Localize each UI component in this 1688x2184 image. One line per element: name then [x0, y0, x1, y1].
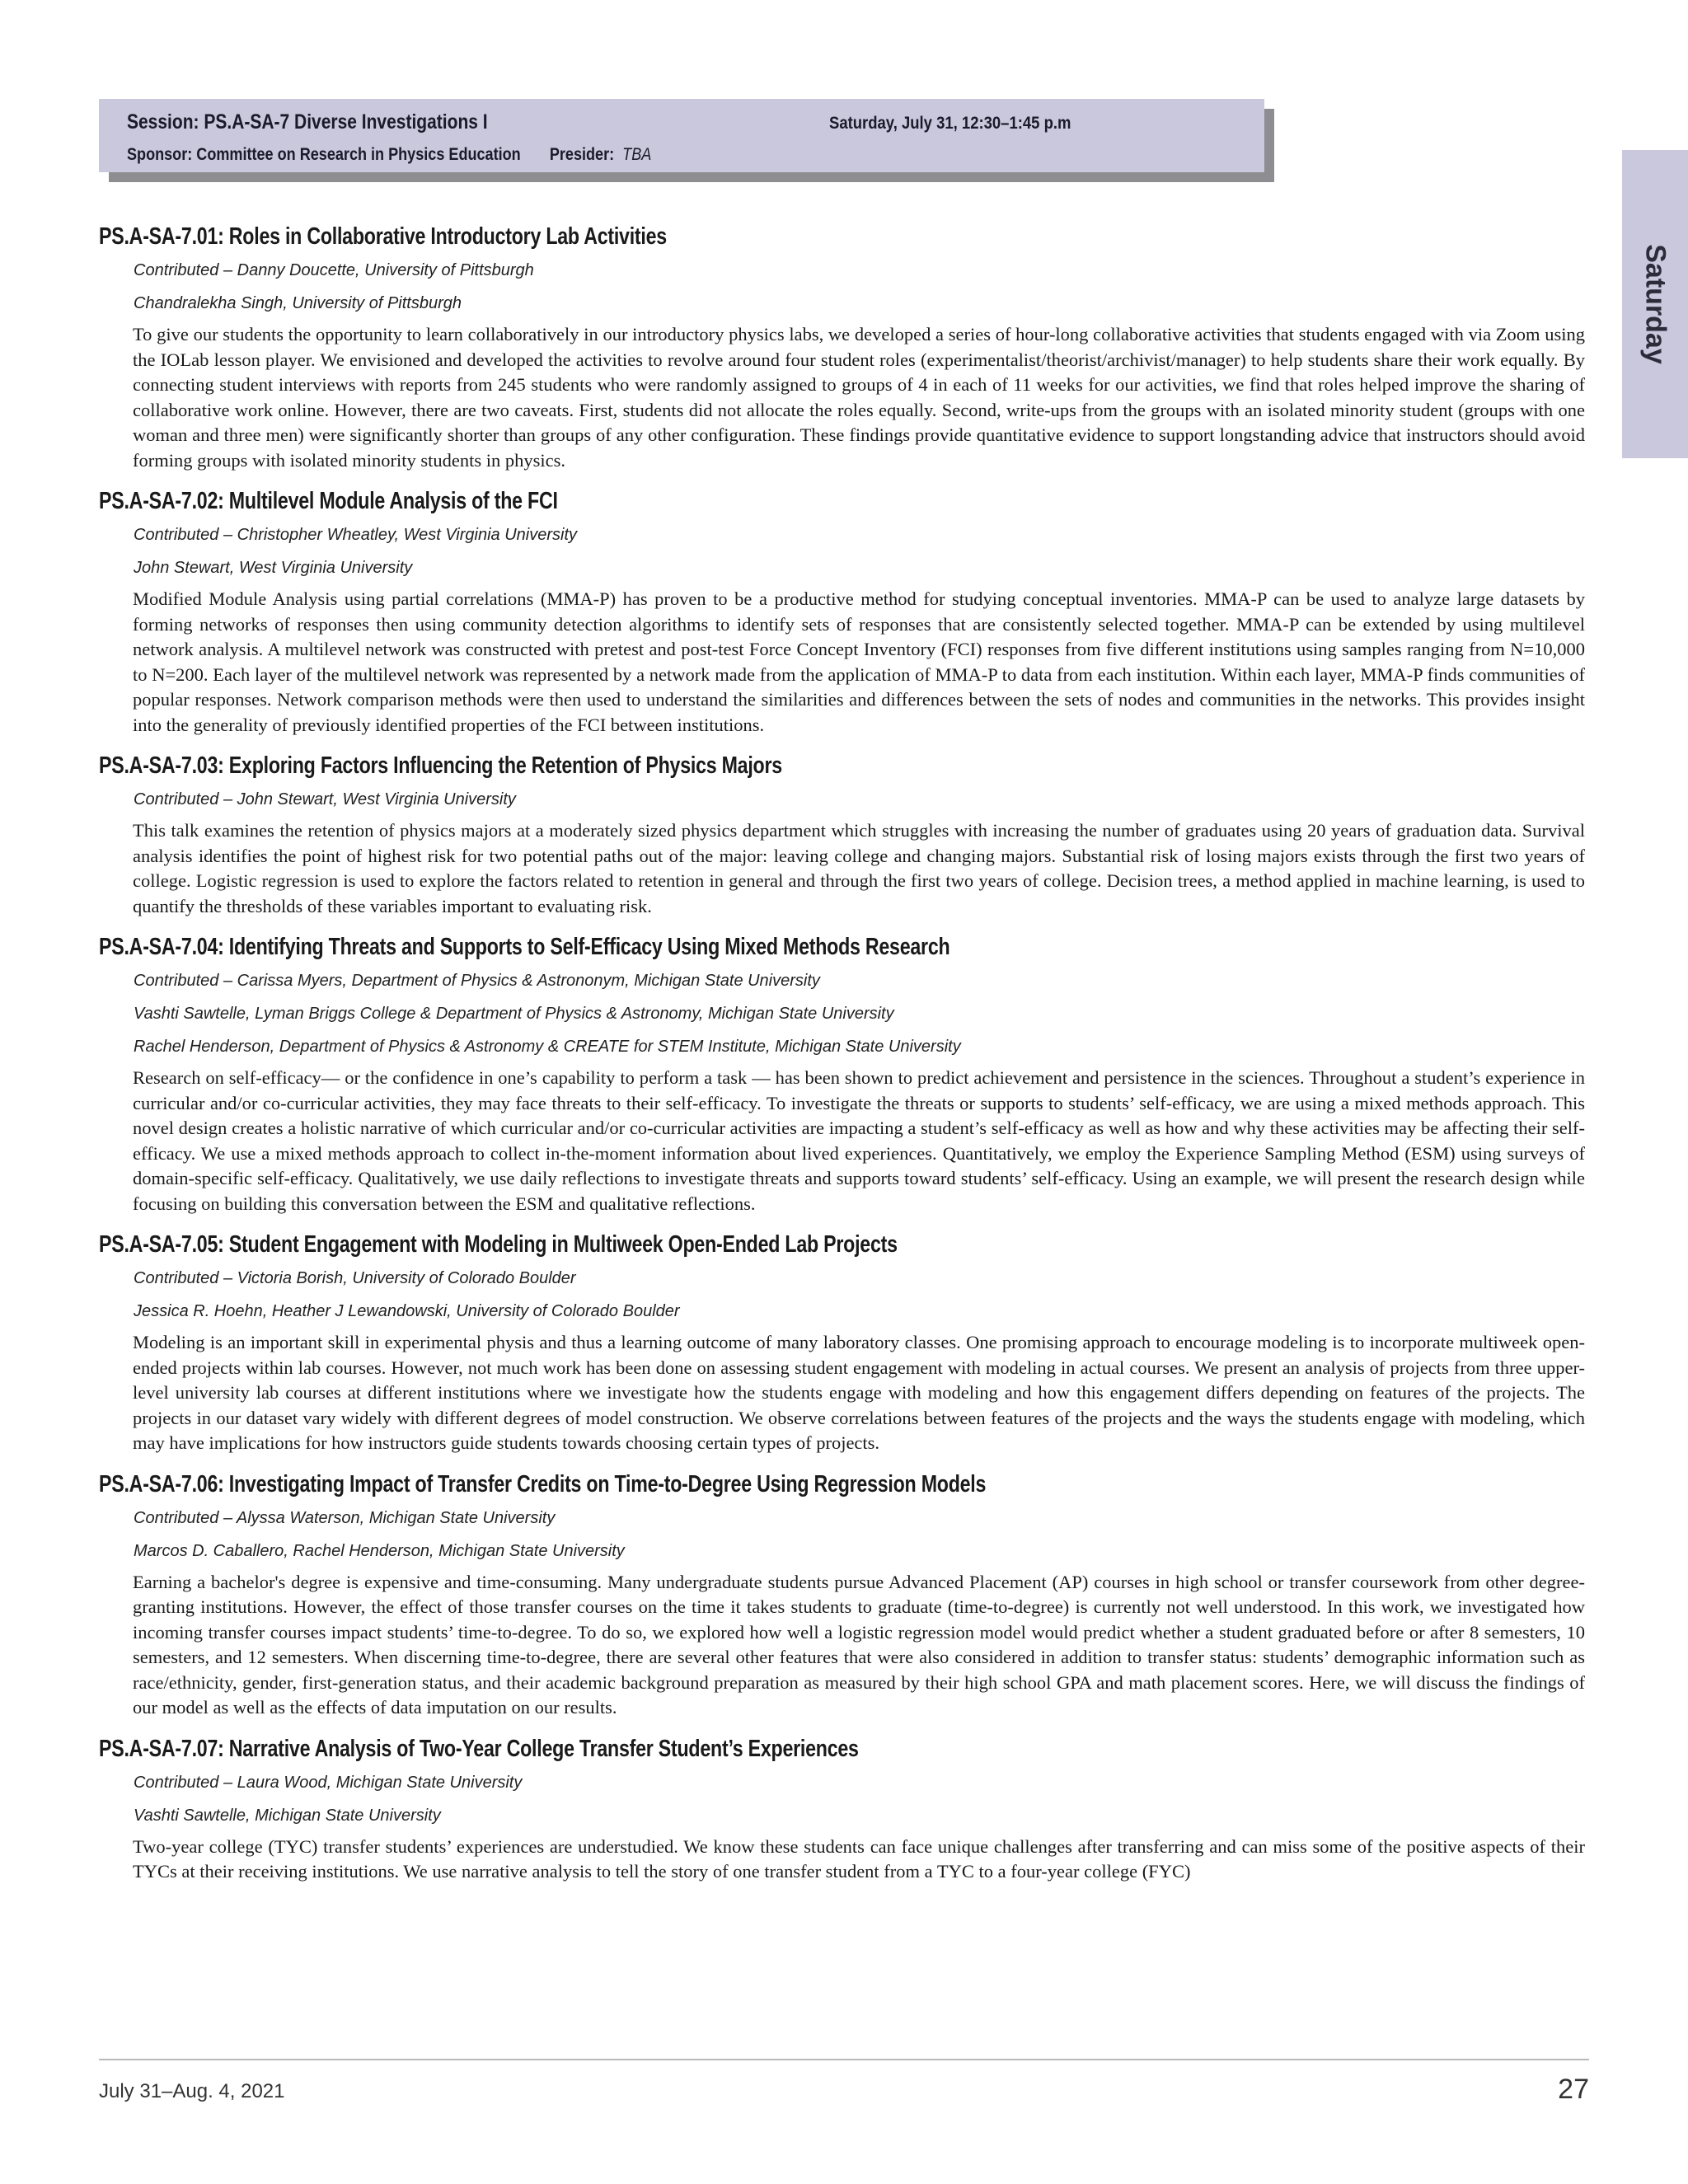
abstract-author: Jessica R. Hoehn, Heather J Lewandowski, University of Colorado Boulder	[134, 1302, 680, 1320]
abstract-author: Marcos D. Caballero, Rachel Henderson, Michigan State University	[134, 1541, 625, 1560]
abstract-author: Vashti Sawtelle, Michigan State University	[134, 1806, 441, 1825]
abstract-body: Earning a bachelor's degree is expensive and time-consuming. Many undergraduate students pursue Advanced Placement (AP) courses in high school or transfer coursework from other degree-granting institutions. However, the effect of those transfer courses on the time it takes students to graduate (time-to-degree) is currently not well understood. In this work, we investigated how incoming transfer courses impact students’ time-to-degree. To do so, we explored how well a logistic regression model would predict whether a student graduated before or after 8 semesters, 10 semesters, and 12 semesters. When discerning time-to-degree, there are several other features that were also considered in addition to transfer status: students’ demographic information such as race/ethnicity, gender, first-generation status, and their academic background preparation as measured by their high school GPA and math placement scores. Here, we will discuss the findings of our model as well as the effects of data imputation on our results.	[133, 1571, 1585, 1718]
presider-name: TBA	[622, 145, 652, 164]
abstract-author: Contributed – Laura Wood, Michigan State University	[134, 1773, 523, 1792]
abstract-body: Modified Module Analysis using partial correlations (MMA-P) has proven to be a productive method for studying conceptual inventories. MMA-P can be used to analyze large datasets by forming networks of responses then using community detection algorithms to identify sets of responses that are consistently selected together. MMA-P can be extended by using multilevel network analysis. A multilevel network was constructed with pretest and post-test Force Concept Inventory (FCI) responses from five different institutions using samples ranging from N=10,000 to N=200. Each layer of the multilevel network was represented by a network made from the application of MMA-P to data from each institution. Within each layer, MMA-P finds communities of popular responses. Network comparison methods were then used to understand the similarities and differences between the sets of nodes and communities in the networks. This provides insight into the generality of previously identified properties of the FCI between institutions.	[133, 588, 1585, 735]
abstract-author: Rachel Henderson, Department of Physics & Astronomy & CREATE for STEM Institute, Michigan State University	[134, 1038, 961, 1056]
abstract-author: Contributed – Carissa Myers, Department of Physics & Astrononym, Michigan State University	[134, 972, 820, 990]
abstract-author: Contributed – Danny Doucette, University of Pittsburgh	[134, 261, 534, 279]
abstract-02	[99, 484, 1591, 738]
session-datetime: Saturday, July 31, 12:30–1:45 p.m	[829, 114, 1071, 133]
session-sponsor-line	[127, 145, 651, 165]
footer-divider	[99, 2059, 1589, 2060]
abstract-author: John Stewart, West Virginia University	[134, 559, 413, 577]
abstract-list	[99, 219, 1591, 1896]
abstract-body: Two-year college (TYC) transfer students’ experiences are understudied. We know these students can face unique challenges after transferring and can miss some of the positive aspects of their TYCs at their receiving institutions. We use narrative analysis to tell the story of one transfer student from a TYC to a four-year college (FYC)	[133, 1835, 1585, 1882]
abstract-author: Vashti Sawtelle, Lyman Briggs College & Department of Physics & Astronomy, Michigan State University	[134, 1005, 894, 1023]
page-number: 27	[1558, 2074, 1589, 2105]
abstract-06	[99, 1467, 1591, 1721]
day-side-tab-label: Saturday	[1639, 244, 1672, 364]
abstract-04	[99, 930, 1591, 1216]
abstract-author: Contributed – Christopher Wheatley, West Virginia University	[134, 526, 578, 544]
abstract-title: PS.A-SA-7.05: Student Engagement with Modeling in Multiweek Open-Ended Lab Projects	[99, 1231, 898, 1258]
session-header	[99, 99, 1264, 172]
abstract-title: PS.A-SA-7.03: Exploring Factors Influencing the Retention of Physics Majors	[99, 752, 782, 779]
abstract-body: Modeling is an important skill in experimental physis and thus a learning outcome of many laboratory classes. One promising approach to encourage modeling is to incorporate multiweek open-ended projects within lab courses. However, not much work has been done on assessing student engagement with modeling in actual courses. We present an analysis of projects from three upper-level university lab courses at different institutions where we investigate how the students engage with modeling and how this engagement differs depending on features of the projects. The projects in our dataset vary widely with different degrees of model construction. We observe correlations between features of the projects and the ways the students engage with modeling, which may have implications for how instructors guide students towards choosing certain types of projects.	[133, 1332, 1585, 1453]
abstract-body: To give our students the opportunity to learn collaboratively in our introductory physics labs, we developed a series of hour-long collaborative activities that students engaged with via Zoom using the IOLab lesson player. We envisioned and developed the activities to revolve around four student roles (experimentalist/theorist/archivist/manager) to help students share their work equally. By connecting student interviews with reports from 245 students who were randomly assigned to groups of 4 in each of 11 weeks for our activities, we find that roles helped improve the sharing of collaborative work online. However, there are two caveats. First, students did not allocate the roles equally. Second, write-ups from the groups with an isolated minority student (groups with one woman and three men) were significantly shorter than groups of any other configuration. These findings provide quantitative evidence to support longstanding advice that instructors should avoid forming groups with isolated minority students in physics.	[133, 324, 1585, 471]
abstract-author: Contributed – Alyssa Waterson, Michigan State University	[134, 1508, 556, 1527]
abstract-author: Contributed – John Stewart, West Virginia University	[134, 790, 516, 808]
abstract-07	[99, 1732, 1591, 1885]
abstract-body: This talk examines the retention of physics majors at a moderately sized physics department which struggles with increasing the number of graduates using 20 years of graduation data. Survival analysis identifies the point of highest risk for two potential paths out of the major: leaving college and changing majors. Substantial risk of losing majors exists through the first two years of college. Logistic regression is used to explore the factors related to retention in general and through the first two years of college. Decision trees, a method applied in machine learning, is used to quantify the thresholds of these variables important to evaluating risk.	[133, 820, 1585, 916]
abstract-body: Research on self-efficacy— or the confidence in one’s capability to perform a task — has been shown to predict achievement and persistence in the sciences. Throughout a student’s experience in curricular and/or co-curricular activities, they may face threats to their self-efficacy. To investigate the threats or supports to students’ self-efficacy, we are using a mixed methods approach. This novel design creates a holistic narrative of which curricular and/or co-curricular activities are impacting a student’s self-efficacy as well as how and why these activities may be affecting their self-efficacy. We use a mixed methods approach to collect in-the-moment information about lived experiences. Quantitatively, we employ the Experience Sampling Method (ESM) using surveys of domain-specific self-efficacy. Qualitatively, we use daily reflections to investigate threats and supports toward students’ self-efficacy. Using an example, we will present the research design while focusing on building this conversation between the ESM and qualitative reflections.	[133, 1067, 1585, 1214]
abstract-05	[99, 1227, 1591, 1456]
footer-dates: July 31–Aug. 4, 2021	[99, 2080, 285, 2102]
abstract-title: PS.A-SA-7.01: Roles in Collaborative Introductory Lab Activities	[99, 223, 667, 250]
abstract-03	[99, 748, 1591, 919]
day-side-tab	[1622, 150, 1688, 458]
abstract-title: PS.A-SA-7.07: Narrative Analysis of Two-Year College Transfer Student’s Experiences	[99, 1735, 859, 1762]
abstract-title: PS.A-SA-7.04: Identifying Threats and Supports to Self-Efficacy Using Mixed Methods Research	[99, 934, 950, 960]
session-title: Session: PS.A-SA-7 Diverse Investigations I	[127, 110, 488, 134]
abstract-01	[99, 219, 1591, 473]
presider-label: Presider:	[549, 145, 615, 164]
abstract-title: PS.A-SA-7.02: Multilevel Module Analysis of the FCI	[99, 488, 558, 514]
abstract-title: PS.A-SA-7.06: Investigating Impact of Transfer Credits on Time-to-Degree Using Regression Models	[99, 1470, 987, 1497]
abstract-author: Contributed – Victoria Borish, University of Colorado Boulder	[134, 1269, 576, 1287]
session-sponsor: Sponsor: Committee on Research in Physics Education	[127, 145, 521, 164]
abstract-author: Chandralekha Singh, University of Pittsburgh	[134, 294, 462, 312]
